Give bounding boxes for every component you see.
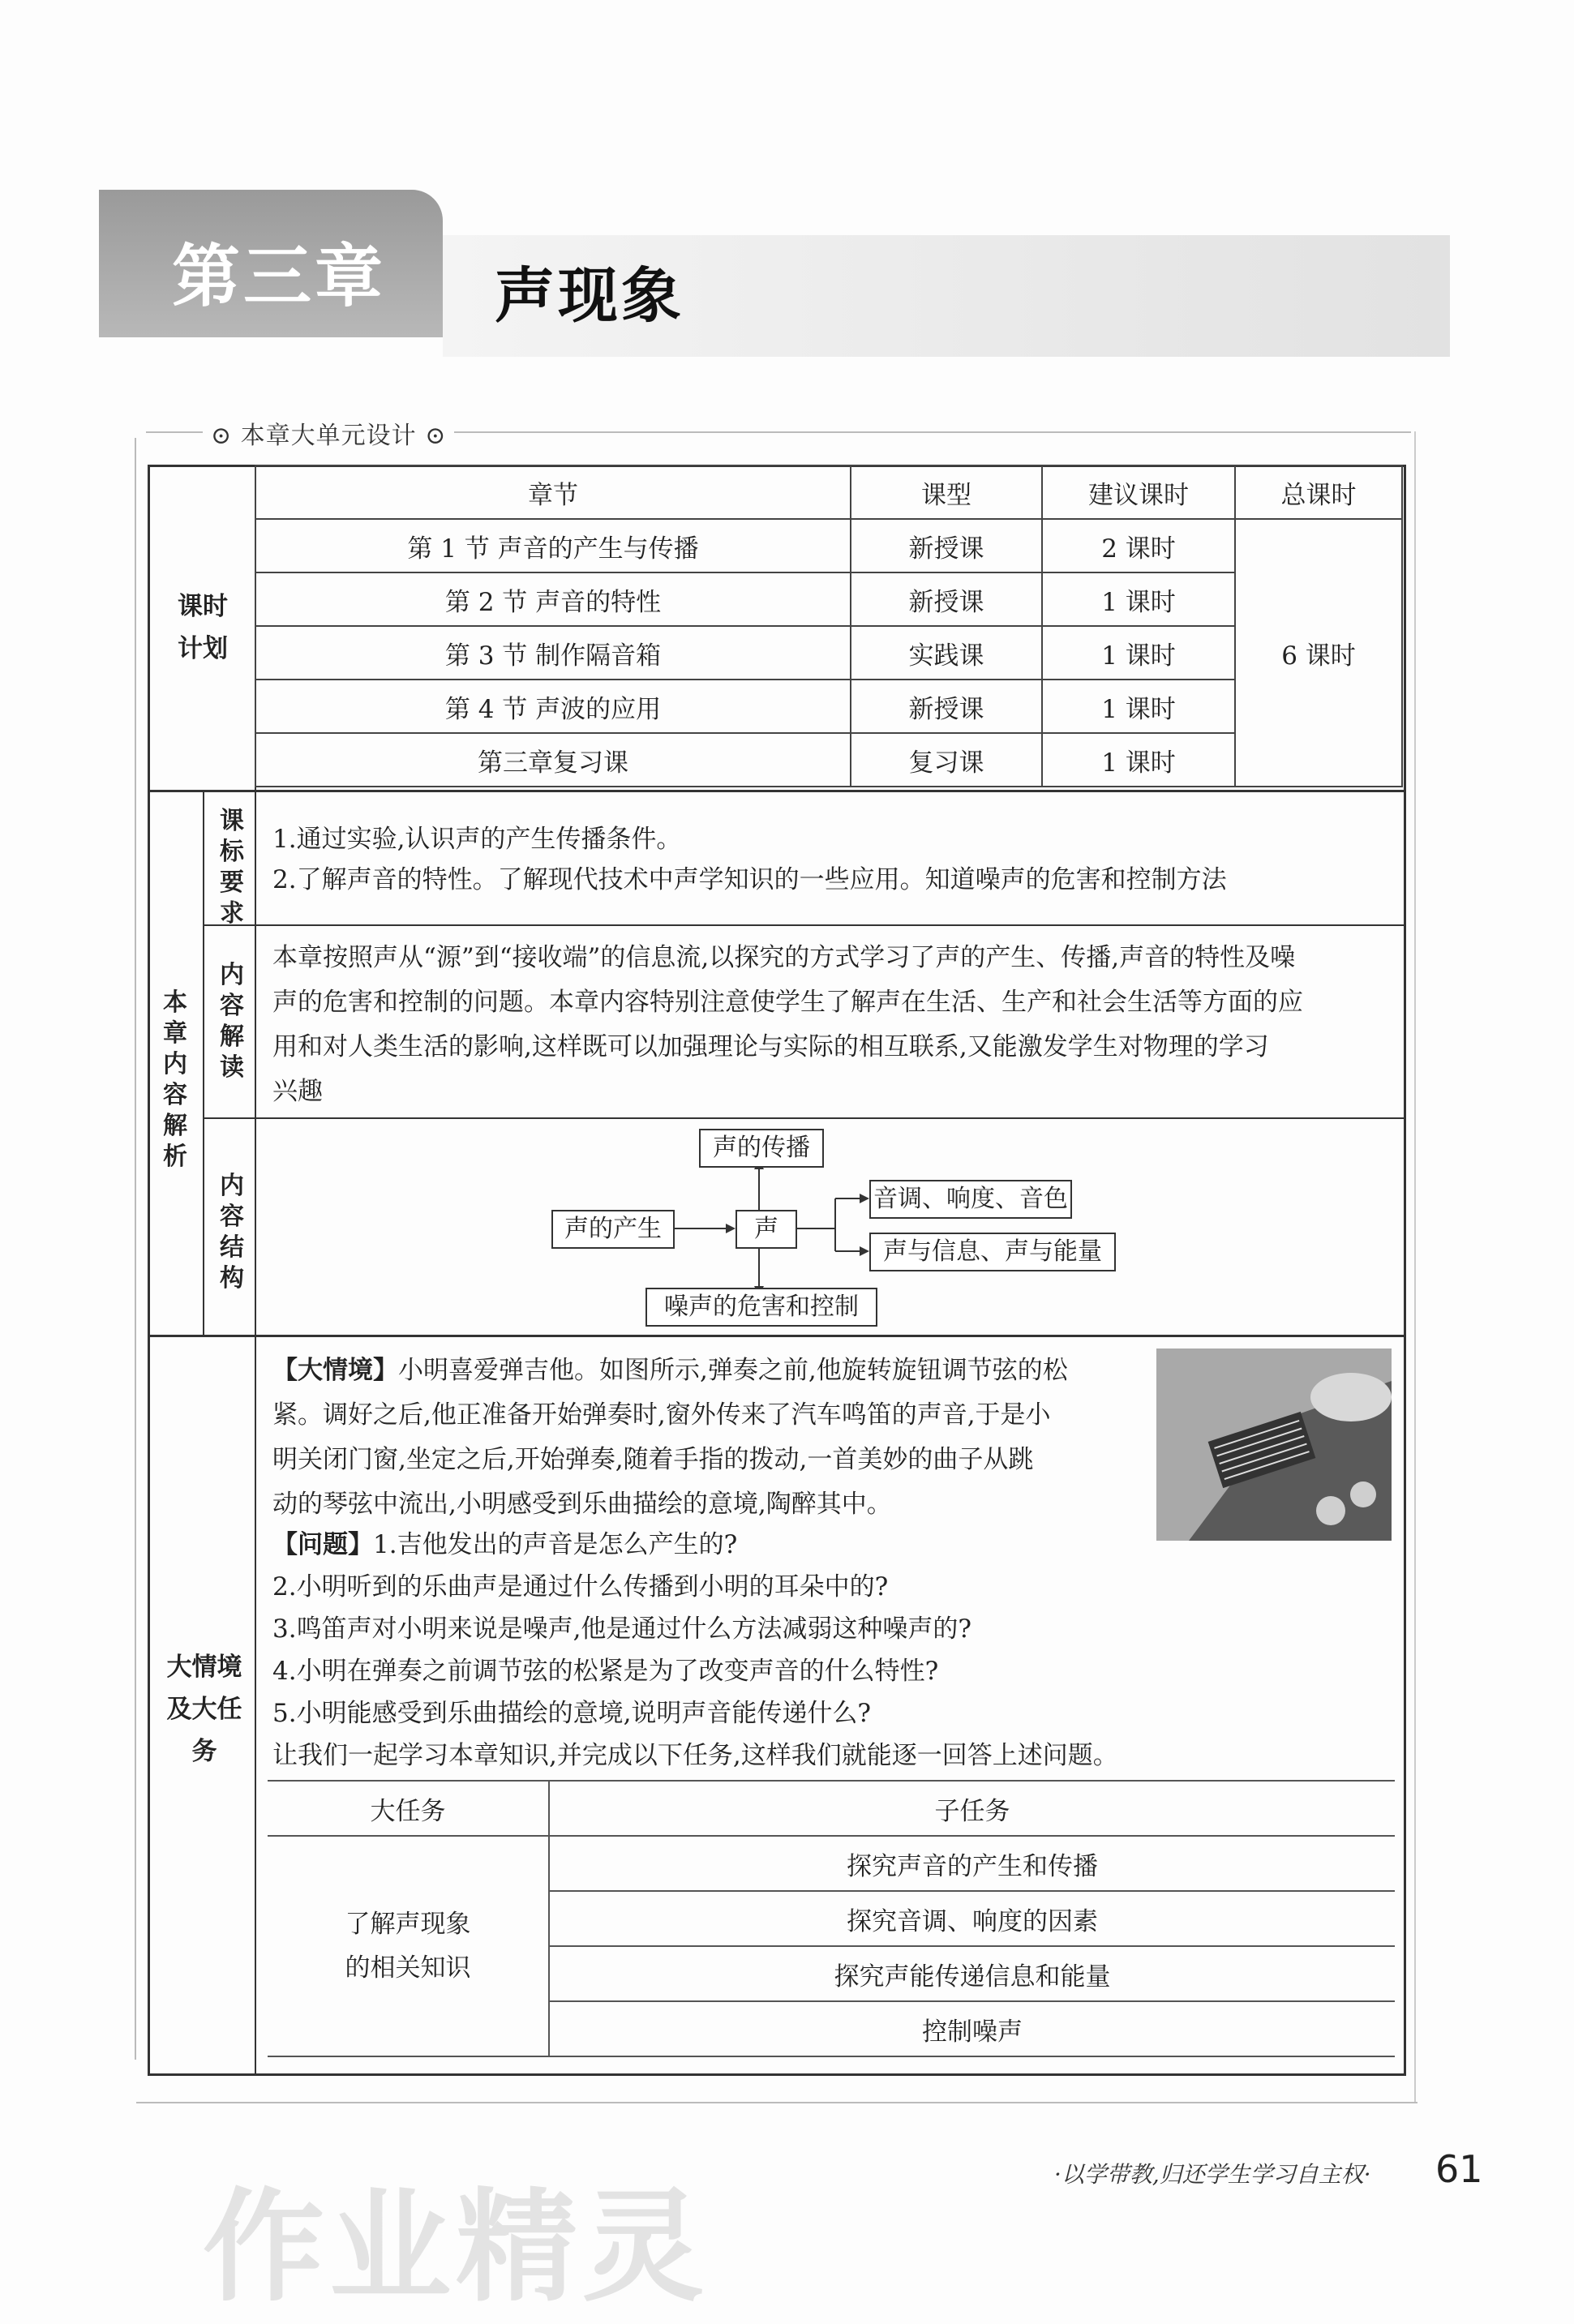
page-number: 61 — [1435, 2147, 1483, 2191]
reading-line-1: 本章按照声从“源”到“接收端”的信息流,以探究的方式学习了声的产生、传播,声音的特性及噪 — [272, 943, 1296, 972]
task-main-line-1: 了解声现象 — [345, 1910, 471, 1939]
standards-line-2: 2.了解声音的特性。了解现代技术中声学知识的一些应用。知道噪声的危害和控制方法 — [272, 865, 1227, 894]
intro-line: 让我们一起学习本章知识,并完成以下任务,这样我们就能逐一回答上述问题。 — [272, 1741, 1118, 1770]
question-line-2: 2.小明听到的乐曲声是通过什么传播到小明的耳朵中的? — [272, 1572, 889, 1602]
footer-slogan: ·以学带教,归还学生学习自主权· — [1054, 2161, 1371, 2188]
scenario-line-4: 动的琴弦中流出,小明感受到乐曲描绘的意境,陶醉其中。 — [272, 1490, 892, 1519]
guitar-headstock-image — [1156, 1349, 1392, 1541]
question-line-4: 4.小明在弹奏之前调节弦的松紧是为了改变声音的什么特性? — [272, 1657, 939, 1686]
node-propagation: 声的传播 — [699, 1129, 824, 1168]
cell-chapter: 第三章复习课 — [255, 733, 851, 787]
col-header-hours: 建议课时 — [1042, 465, 1235, 519]
structure-label: 内容结构 — [220, 1172, 244, 1293]
big-task-label-text: 大情境及大任务 — [166, 1653, 242, 1766]
cell-total: 6 课时 — [1235, 519, 1402, 787]
task-header-sub: 子任务 — [549, 1781, 1395, 1836]
section-label: ⊙ 本章大单元设计 ⊙ — [203, 415, 454, 451]
scenario-tag: 【大情境】 — [272, 1356, 398, 1385]
task-main-cell — [268, 1836, 549, 2056]
standards-line-1: 1.通过实验,认识声的产生传播条件。 — [272, 825, 682, 854]
node-characteristics: 音调、响度、音色 — [869, 1180, 1072, 1219]
table-row — [268, 1836, 1395, 1891]
cell-chapter: 第 1 节 声音的产生与传播 — [255, 519, 851, 572]
scenario-line-1 — [272, 1349, 1068, 1393]
scenario-line-3: 明关闭门窗,坐定之后,开始弹奏,随着手指的拨动,一首美妙的曲子从跳 — [272, 1445, 1034, 1474]
cell-type: 实践课 — [851, 626, 1042, 680]
cell-type: 新授课 — [851, 572, 1042, 626]
analysis-label: 本章内容解析 — [163, 988, 187, 1171]
cell-hours: 1 课时 — [1042, 680, 1235, 733]
node-noise: 噪声的危害和控制 — [645, 1288, 877, 1327]
chapter-tag-text: 第三章 — [172, 237, 387, 316]
question-line-3: 3.鸣笛声对小明来说是噪声,他是通过什么方法减弱这种噪声的? — [272, 1614, 972, 1644]
reading-line-3: 用和对人类生活的影响,这样既可以加强理论与实际的相互联系,又能激发学生对物理的学习 — [272, 1032, 1269, 1061]
cell-type: 复习课 — [851, 733, 1042, 787]
chapter-title: 声现象 — [495, 261, 684, 331]
node-info-energy: 声与信息、声与能量 — [869, 1233, 1116, 1271]
node-production: 声的产生 — [551, 1210, 675, 1249]
subtask-cell: 控制噪声 — [549, 2001, 1395, 2056]
task-main-line-2: 的相关知识 — [345, 1953, 471, 1983]
reading-line-2: 声的危害和控制的问题。本章内容特别注意使学生了解声在生活、生产和社会生活等方面的应 — [272, 988, 1303, 1017]
cell-hours: 1 课时 — [1042, 733, 1235, 787]
cell-chapter: 第 3 节 制作隔音箱 — [255, 626, 851, 680]
question-text: 1.吉他发出的声音是怎么产生的? — [373, 1530, 738, 1559]
cell-type: 新授课 — [851, 519, 1042, 572]
question-line-1 — [272, 1523, 737, 1567]
node-sound: 声 — [736, 1210, 797, 1249]
cell-hours: 1 课时 — [1042, 572, 1235, 626]
task-table — [268, 1780, 1395, 2057]
col-header-type: 课型 — [851, 465, 1042, 519]
reading-label: 内容解读 — [220, 961, 244, 1082]
cell-type: 新授课 — [851, 680, 1042, 733]
cell-chapter: 第 4 节 声波的应用 — [255, 680, 851, 733]
question-line-5: 5.小明能感受到乐曲描绘的意境,说明声音能传递什么? — [272, 1699, 872, 1728]
watermark-bottom: 作业精灵 — [203, 2177, 710, 2318]
schedule-row-label-text: 课时计划 — [178, 592, 228, 663]
subtask-cell: 探究声音的产生和传播 — [549, 1836, 1395, 1891]
guitar-photo — [1156, 1349, 1392, 1541]
cell-hours: 2 课时 — [1042, 519, 1235, 572]
scenario-line-2: 紧。调好之后,他正准备开始弹奏时,窗外传来了汽车鸣笛的声音,于是小 — [272, 1400, 1051, 1430]
big-task-label — [162, 1646, 243, 1773]
question-tag: 【问题】 — [272, 1530, 373, 1559]
scenario-text: 小明喜爱弹吉他。如图所示,弹奏之前,他旋转旋钮调节弦的松 — [398, 1356, 1068, 1385]
cell-chapter: 第 2 节 声音的特性 — [255, 572, 851, 626]
standards-label: 课标要求 — [220, 807, 244, 928]
subtask-cell: 探究音调、响度的因素 — [549, 1891, 1395, 1946]
col-header-total: 总课时 — [1235, 465, 1402, 519]
col-header-chapter: 章节 — [255, 465, 851, 519]
reading-line-4: 兴趣 — [272, 1077, 323, 1106]
task-header-main: 大任务 — [268, 1781, 549, 1836]
cell-hours: 1 课时 — [1042, 626, 1235, 680]
subtask-cell: 探究声能传递信息和能量 — [549, 1946, 1395, 2001]
